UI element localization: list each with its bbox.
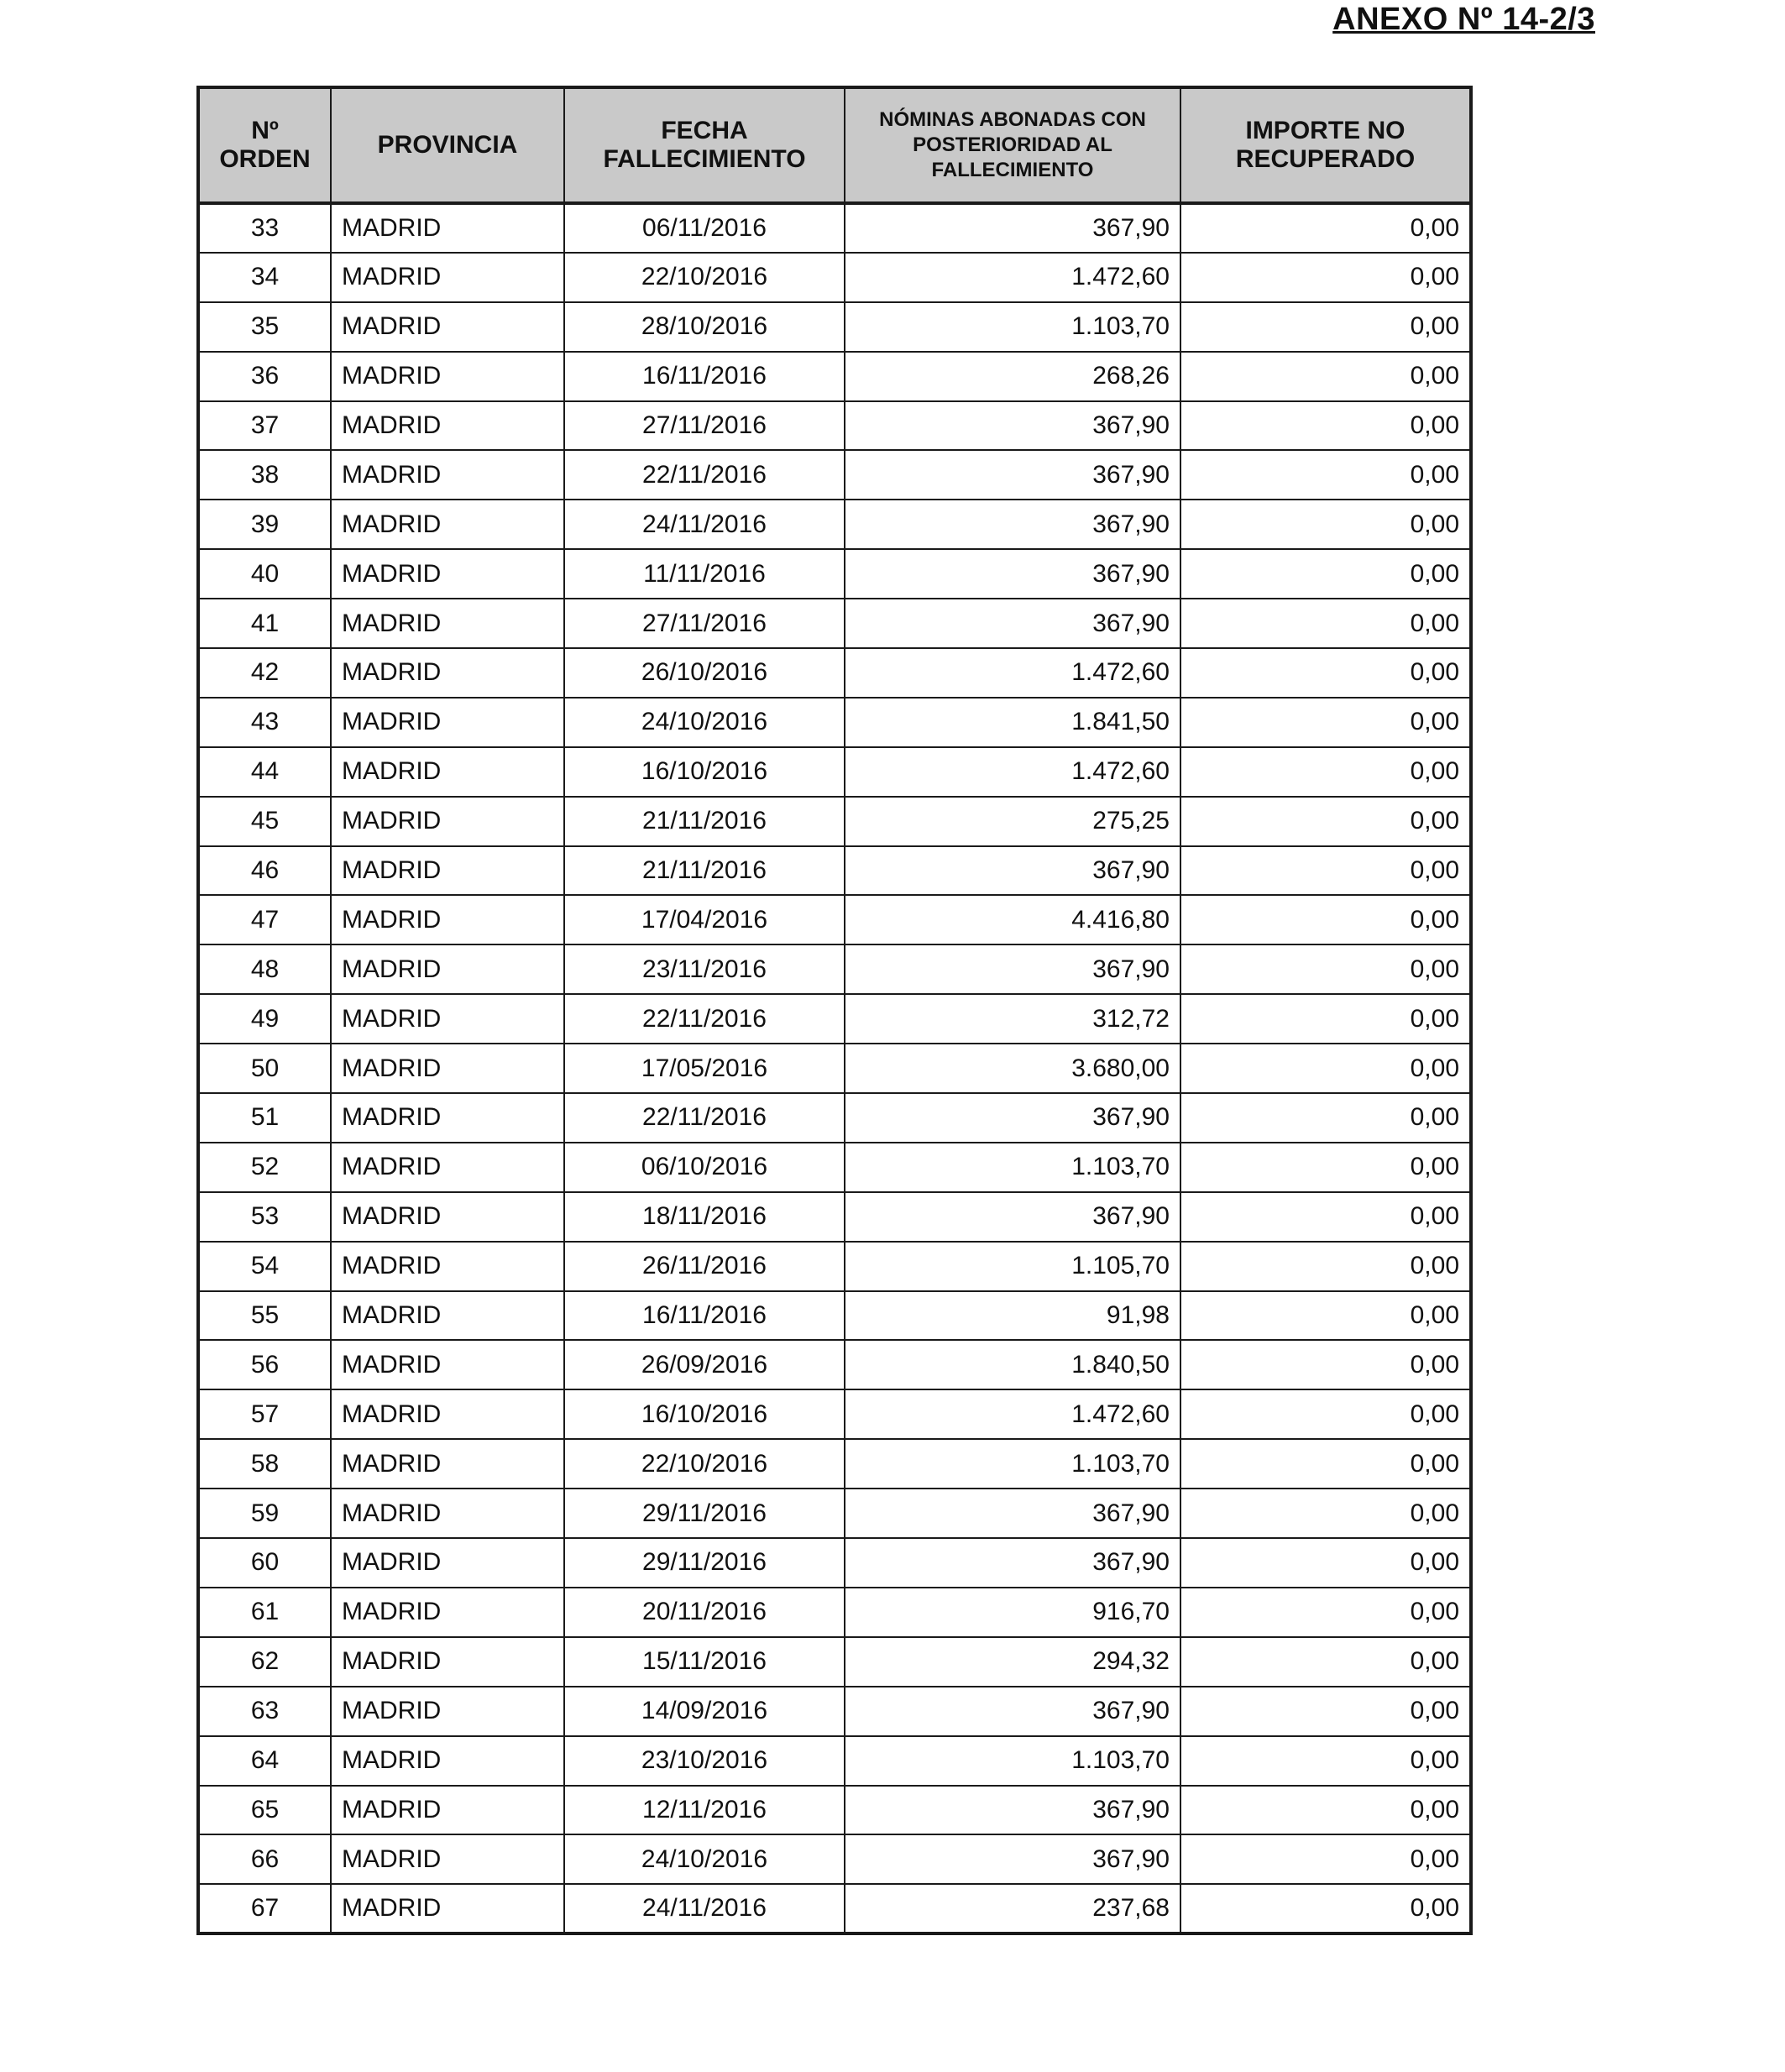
payroll-amount-cell: 1.103,70	[845, 1439, 1180, 1489]
payroll-amount-cell: 367,90	[845, 401, 1180, 451]
death-date-cell: 26/09/2016	[564, 1340, 845, 1389]
payroll-amount-cell: 367,90	[845, 500, 1180, 549]
order-number-cell: 39	[198, 500, 331, 549]
table-header	[198, 87, 1471, 203]
table-row	[198, 1389, 1471, 1439]
payroll-amount-cell: 1.840,50	[845, 1340, 1180, 1389]
death-date-cell: 22/11/2016	[564, 450, 845, 500]
province-cell: MADRID	[331, 302, 564, 352]
unrecovered-amount-cell: 0,00	[1180, 944, 1471, 994]
header-unrecovered-amount	[1180, 87, 1471, 203]
table-row	[198, 352, 1471, 401]
payroll-amount-cell: 916,70	[845, 1588, 1180, 1637]
death-date-cell: 23/11/2016	[564, 944, 845, 994]
order-number-cell: 53	[198, 1192, 331, 1242]
table-row	[198, 846, 1471, 896]
order-number-cell: 59	[198, 1489, 331, 1538]
unrecovered-amount-cell: 0,00	[1180, 994, 1471, 1044]
death-date-cell: 14/09/2016	[564, 1687, 845, 1736]
table-row	[198, 253, 1471, 302]
unrecovered-amount-cell: 0,00	[1180, 549, 1471, 599]
table-row	[198, 648, 1471, 698]
order-number-cell: 51	[198, 1093, 331, 1143]
payroll-amount-cell: 1.472,60	[845, 648, 1180, 698]
table-row	[198, 1489, 1471, 1538]
payroll-amount-cell: 367,90	[845, 846, 1180, 896]
order-number-cell: 62	[198, 1637, 331, 1687]
payroll-amount-cell: 312,72	[845, 994, 1180, 1044]
unrecovered-amount-cell: 0,00	[1180, 1439, 1471, 1489]
unrecovered-amount-cell: 0,00	[1180, 450, 1471, 500]
unrecovered-amount-cell: 0,00	[1180, 352, 1471, 401]
unrecovered-amount-cell: 0,00	[1180, 253, 1471, 302]
payroll-amount-cell: 1.472,60	[845, 253, 1180, 302]
table-row	[198, 797, 1471, 846]
payroll-amount-cell: 1.841,50	[845, 698, 1180, 747]
death-date-cell: 24/10/2016	[564, 1834, 845, 1884]
header-line: ORDEN	[219, 145, 311, 173]
death-date-cell: 16/11/2016	[564, 1291, 845, 1341]
province-cell: MADRID	[331, 846, 564, 896]
death-date-cell: 22/10/2016	[564, 1439, 845, 1489]
table-row	[198, 500, 1471, 549]
death-date-cell: 21/11/2016	[564, 846, 845, 896]
province-cell: MADRID	[331, 797, 564, 846]
payroll-amount-cell: 1.103,70	[845, 302, 1180, 352]
order-number-cell: 36	[198, 352, 331, 401]
order-number-cell: 50	[198, 1044, 331, 1093]
death-date-cell: 24/11/2016	[564, 500, 845, 549]
table-row	[198, 1093, 1471, 1143]
unrecovered-amount-cell: 0,00	[1180, 1044, 1471, 1093]
table-row	[198, 1786, 1471, 1835]
unrecovered-amount-cell: 0,00	[1180, 401, 1471, 451]
province-cell: MADRID	[331, 401, 564, 451]
table-row	[198, 1291, 1471, 1341]
table-row	[198, 1340, 1471, 1389]
table-row	[198, 994, 1471, 1044]
province-cell: MADRID	[331, 1538, 564, 1588]
payroll-amount-cell: 367,90	[845, 1834, 1180, 1884]
payroll-amount-cell: 1.105,70	[845, 1242, 1180, 1291]
unrecovered-amount-cell: 0,00	[1180, 1340, 1471, 1389]
unrecovered-amount-cell: 0,00	[1180, 698, 1471, 747]
province-cell: MADRID	[331, 1786, 564, 1835]
province-cell: MADRID	[331, 648, 564, 698]
table-row	[198, 401, 1471, 451]
table-row	[198, 302, 1471, 352]
province-cell: MADRID	[331, 1736, 564, 1786]
table-row	[198, 1687, 1471, 1736]
table-row	[198, 1834, 1471, 1884]
unrecovered-amount-cell: 0,00	[1180, 797, 1471, 846]
annex-title: ANEXO Nº 14-2/3	[1332, 2, 1595, 37]
header-line: RECUPERADO	[1235, 145, 1416, 173]
table-row	[198, 1538, 1471, 1588]
order-number-cell: 38	[198, 450, 331, 500]
death-date-cell: 17/05/2016	[564, 1044, 845, 1093]
order-number-cell: 43	[198, 698, 331, 747]
order-number-cell: 61	[198, 1588, 331, 1637]
death-date-cell: 12/11/2016	[564, 1786, 845, 1835]
province-cell: MADRID	[331, 549, 564, 599]
payroll-amount-cell: 367,90	[845, 450, 1180, 500]
payroll-amount-cell: 294,32	[845, 1637, 1180, 1687]
payroll-amount-cell: 367,90	[845, 599, 1180, 648]
province-cell: MADRID	[331, 994, 564, 1044]
header-line: PROVINCIA	[377, 131, 518, 159]
order-number-cell: 56	[198, 1340, 331, 1389]
province-cell: MADRID	[331, 747, 564, 797]
header-line: FECHA	[661, 117, 748, 144]
death-date-cell: 29/11/2016	[564, 1489, 845, 1538]
order-number-cell: 63	[198, 1687, 331, 1736]
order-number-cell: 60	[198, 1538, 331, 1588]
death-date-cell: 26/11/2016	[564, 1242, 845, 1291]
province-cell: MADRID	[331, 895, 564, 944]
province-cell: MADRID	[331, 1489, 564, 1538]
province-cell: MADRID	[331, 500, 564, 549]
payroll-amount-cell: 367,90	[845, 1093, 1180, 1143]
province-cell: MADRID	[331, 1340, 564, 1389]
order-number-cell: 37	[198, 401, 331, 451]
death-date-cell: 20/11/2016	[564, 1588, 845, 1637]
province-cell: MADRID	[331, 599, 564, 648]
province-cell: MADRID	[331, 1143, 564, 1192]
table-row	[198, 203, 1471, 253]
unrecovered-amount-cell: 0,00	[1180, 1884, 1471, 1933]
province-cell: MADRID	[331, 698, 564, 747]
death-date-cell: 06/11/2016	[564, 203, 845, 253]
death-date-cell: 22/11/2016	[564, 1093, 845, 1143]
unrecovered-amount-cell: 0,00	[1180, 1786, 1471, 1835]
death-date-cell: 16/10/2016	[564, 747, 845, 797]
order-number-cell: 58	[198, 1439, 331, 1489]
province-cell: MADRID	[331, 1687, 564, 1736]
table-row	[198, 1242, 1471, 1291]
unrecovered-amount-cell: 0,00	[1180, 1192, 1471, 1242]
payroll-amount-cell: 367,90	[845, 203, 1180, 253]
payroll-amount-cell: 237,68	[845, 1884, 1180, 1933]
table-row	[198, 895, 1471, 944]
unrecovered-amount-cell: 0,00	[1180, 500, 1471, 549]
order-number-cell: 44	[198, 747, 331, 797]
unrecovered-amount-cell: 0,00	[1180, 895, 1471, 944]
order-number-cell: 54	[198, 1242, 331, 1291]
table-row	[198, 1143, 1471, 1192]
unrecovered-amount-cell: 0,00	[1180, 203, 1471, 253]
order-number-cell: 48	[198, 944, 331, 994]
province-cell: MADRID	[331, 1389, 564, 1439]
payroll-amount-cell: 1.103,70	[845, 1736, 1180, 1786]
payroll-amount-cell: 367,90	[845, 1687, 1180, 1736]
order-number-cell: 40	[198, 549, 331, 599]
order-number-cell: 55	[198, 1291, 331, 1341]
table-row	[198, 1736, 1471, 1786]
header-line: Nº	[251, 117, 279, 144]
order-number-cell: 34	[198, 253, 331, 302]
payroll-amount-cell: 3.680,00	[845, 1044, 1180, 1093]
province-cell: MADRID	[331, 1291, 564, 1341]
order-number-cell: 52	[198, 1143, 331, 1192]
province-cell: MADRID	[331, 352, 564, 401]
unrecovered-amount-cell: 0,00	[1180, 1736, 1471, 1786]
province-cell: MADRID	[331, 1439, 564, 1489]
death-date-cell: 18/11/2016	[564, 1192, 845, 1242]
unrecovered-amount-cell: 0,00	[1180, 846, 1471, 896]
death-date-cell: 17/04/2016	[564, 895, 845, 944]
unrecovered-amount-cell: 0,00	[1180, 599, 1471, 648]
payroll-amount-cell: 275,25	[845, 797, 1180, 846]
unrecovered-amount-cell: 0,00	[1180, 648, 1471, 698]
header-death-date	[564, 87, 845, 203]
province-cell: MADRID	[331, 1588, 564, 1637]
table-row	[198, 1637, 1471, 1687]
unrecovered-amount-cell: 0,00	[1180, 1143, 1471, 1192]
unrecovered-amount-cell: 0,00	[1180, 1489, 1471, 1538]
order-number-cell: 35	[198, 302, 331, 352]
payroll-amount-cell: 367,90	[845, 1786, 1180, 1835]
header-order-number	[198, 87, 331, 203]
order-number-cell: 42	[198, 648, 331, 698]
death-date-cell: 16/11/2016	[564, 352, 845, 401]
unrecovered-amount-cell: 0,00	[1180, 1093, 1471, 1143]
payroll-amount-cell: 268,26	[845, 352, 1180, 401]
payroll-amount-cell: 91,98	[845, 1291, 1180, 1341]
province-cell: MADRID	[331, 1192, 564, 1242]
death-date-cell: 28/10/2016	[564, 302, 845, 352]
death-date-cell: 22/11/2016	[564, 994, 845, 1044]
order-number-cell: 45	[198, 797, 331, 846]
table-row	[198, 549, 1471, 599]
death-date-cell: 22/10/2016	[564, 253, 845, 302]
unrecovered-amount-cell: 0,00	[1180, 1834, 1471, 1884]
payroll-amount-cell: 1.472,60	[845, 1389, 1180, 1439]
order-number-cell: 47	[198, 895, 331, 944]
unrecovered-amount-cell: 0,00	[1180, 1687, 1471, 1736]
table-row	[198, 450, 1471, 500]
header-line: FALLECIMIENTO	[603, 145, 806, 173]
order-number-cell: 66	[198, 1834, 331, 1884]
table-body	[198, 203, 1471, 1933]
death-date-cell: 23/10/2016	[564, 1736, 845, 1786]
table-row	[198, 1439, 1471, 1489]
province-cell: MADRID	[331, 944, 564, 994]
payroll-amount-cell: 1.103,70	[845, 1143, 1180, 1192]
order-number-cell: 67	[198, 1884, 331, 1933]
payroll-amount-cell: 367,90	[845, 549, 1180, 599]
death-date-cell: 29/11/2016	[564, 1538, 845, 1588]
unrecovered-amount-cell: 0,00	[1180, 1637, 1471, 1687]
province-cell: MADRID	[331, 1884, 564, 1933]
unrecovered-amount-cell: 0,00	[1180, 302, 1471, 352]
unrecovered-amount-cell: 0,00	[1180, 747, 1471, 797]
province-cell: MADRID	[331, 1044, 564, 1093]
death-date-cell: 06/10/2016	[564, 1143, 845, 1192]
order-number-cell: 57	[198, 1389, 331, 1439]
header-payrolls-after-death	[845, 87, 1180, 203]
death-date-cell: 15/11/2016	[564, 1637, 845, 1687]
payroll-amount-cell: 367,90	[845, 1538, 1180, 1588]
order-number-cell: 41	[198, 599, 331, 648]
death-date-cell: 24/11/2016	[564, 1884, 845, 1933]
payroll-amount-cell: 367,90	[845, 944, 1180, 994]
table-row	[198, 1588, 1471, 1637]
table-row	[198, 698, 1471, 747]
table-row	[198, 1884, 1471, 1933]
unrecovered-amount-cell: 0,00	[1180, 1291, 1471, 1341]
order-number-cell: 49	[198, 994, 331, 1044]
payroll-amount-cell: 367,90	[845, 1489, 1180, 1538]
order-number-cell: 65	[198, 1786, 331, 1835]
deceased-payroll-table	[196, 86, 1473, 1935]
header-line: FALLECIMIENTO	[931, 159, 1094, 181]
province-cell: MADRID	[331, 253, 564, 302]
death-date-cell: 16/10/2016	[564, 1389, 845, 1439]
death-date-cell: 24/10/2016	[564, 698, 845, 747]
table-row	[198, 1044, 1471, 1093]
death-date-cell: 11/11/2016	[564, 549, 845, 599]
province-cell: MADRID	[331, 1242, 564, 1291]
unrecovered-amount-cell: 0,00	[1180, 1389, 1471, 1439]
payroll-amount-cell: 1.472,60	[845, 747, 1180, 797]
province-cell: MADRID	[331, 450, 564, 500]
header-line: NÓMINAS ABONADAS CON	[879, 108, 1146, 131]
province-cell: MADRID	[331, 1093, 564, 1143]
province-cell: MADRID	[331, 1637, 564, 1687]
table-row	[198, 599, 1471, 648]
unrecovered-amount-cell: 0,00	[1180, 1588, 1471, 1637]
header-province	[331, 87, 564, 203]
death-date-cell: 27/11/2016	[564, 401, 845, 451]
order-number-cell: 64	[198, 1736, 331, 1786]
header-line: IMPORTE NO	[1245, 117, 1405, 144]
table-row	[198, 747, 1471, 797]
unrecovered-amount-cell: 0,00	[1180, 1538, 1471, 1588]
payroll-amount-cell: 4.416,80	[845, 895, 1180, 944]
unrecovered-amount-cell: 0,00	[1180, 1242, 1471, 1291]
table-row	[198, 944, 1471, 994]
header-line: POSTERIORIDAD AL	[913, 133, 1112, 156]
order-number-cell: 46	[198, 846, 331, 896]
payroll-amount-cell: 367,90	[845, 1192, 1180, 1242]
death-date-cell: 27/11/2016	[564, 599, 845, 648]
table-row	[198, 1192, 1471, 1242]
death-date-cell: 21/11/2016	[564, 797, 845, 846]
order-number-cell: 33	[198, 203, 331, 253]
header-row	[198, 87, 1471, 203]
death-date-cell: 26/10/2016	[564, 648, 845, 698]
province-cell: MADRID	[331, 203, 564, 253]
province-cell: MADRID	[331, 1834, 564, 1884]
